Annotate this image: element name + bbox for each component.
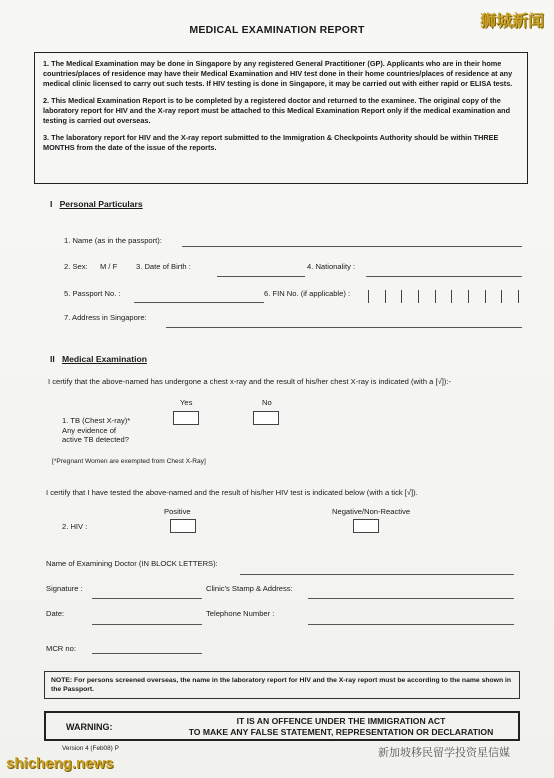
warning-box [44, 711, 520, 741]
telephone-field[interactable] [308, 624, 514, 625]
section-1-heading [50, 199, 143, 209]
telephone-label: Telephone Number : [206, 609, 275, 618]
nationality-label: 4. Nationality : [307, 262, 356, 271]
note-box: NOTE: For persons screened overseas, the name in the laboratory report for HIV and the X-ray report must be according to the name shown in the Passport. [44, 671, 520, 699]
sex-options[interactable]: M / F [100, 262, 118, 271]
dob-field[interactable] [217, 276, 305, 277]
tb-question [62, 416, 130, 445]
mcr-label: MCR no: [46, 644, 76, 653]
notice-2: 2. This Medical Examination Report is to be completed by a registered doctor and returned to the examinee. The original copy of the laboratory report for HIV and the X-ray report must be attached to this Medical Examination Report only if the medical examination and testing is carried out overseas. [43, 96, 511, 125]
fin-cell [486, 290, 503, 303]
hiv-label: 2. HIV : [62, 522, 88, 531]
fin-cell [469, 290, 486, 303]
tb-yes-checkbox[interactable] [173, 411, 199, 425]
fin-cell [436, 290, 453, 303]
notice-3: 3. The laboratory report for HIV and the X-ray report submitted to the Immigration & Checkpoints Authority should be within THREE MONTHS from the date of the issue of the reports. [43, 133, 499, 152]
address-label: 7. Address in Singapore: [64, 313, 147, 322]
negative-label: Negative/Non-Reactive [332, 507, 411, 516]
hiv-certification: I certify that I have tested the above-named and the result of his/her HIV test is indicated below (with a tick [√]). [46, 488, 418, 497]
section-2-title: Medical Examination [61, 354, 147, 364]
no-label: No [262, 398, 272, 407]
tb-line-1: 1. TB (Chest X-ray)* [62, 416, 131, 425]
notice-box [34, 52, 528, 184]
doctor-name-field[interactable] [240, 574, 514, 575]
mcr-field[interactable] [92, 653, 202, 654]
name-field[interactable] [182, 246, 522, 247]
yes-label: Yes [180, 398, 193, 407]
notice-1: 1. The Medical Examination may be done in Singapore by any registered General Practitioner (GP). Applicants who are in their home countries/places of residence may have their Medical Examination and HIV test done in their home countries/places of residence at any medical clinic licensed to carry out such tests. If HIV testing is done in Singapore, it may be carried out with either rapid or ELISA tests. [43, 59, 513, 88]
signature-field[interactable] [92, 598, 202, 599]
passport-field[interactable] [134, 302, 264, 303]
fin-cell [502, 290, 519, 303]
fin-cell [402, 290, 419, 303]
section-2-number: II [50, 354, 55, 364]
hiv-negative-checkbox[interactable] [353, 519, 379, 533]
clinic-stamp-field[interactable] [308, 598, 514, 599]
fin-cell [386, 290, 403, 303]
watermark-bottom-left: shicheng.news [6, 755, 114, 772]
warning-line-2: TO MAKE ANY FALSE STATEMENT, REPRESENTATION OR DECLARATION [188, 726, 494, 737]
watermark-top: 狮城新闻 [479, 13, 544, 30]
passport-label: 5. Passport No. : [64, 289, 121, 298]
clinic-stamp-label: Clinic's Stamp & Address: [206, 584, 293, 593]
pregnant-note: [*Pregnant Women are exempted from Chest X-Ray] [52, 458, 206, 465]
date-field[interactable] [92, 624, 202, 625]
warning-label: WARNING: [66, 722, 113, 732]
tb-line-2: Any evidence of [62, 425, 117, 435]
hiv-positive-checkbox[interactable] [170, 519, 196, 533]
tb-no-checkbox[interactable] [253, 411, 279, 425]
tb-line-3: active TB detected? [62, 435, 129, 444]
section-1-title: Personal Particulars [59, 199, 143, 209]
fin-field[interactable] [368, 290, 519, 303]
nationality-field[interactable] [366, 276, 522, 277]
doctor-name-label: Name of Examining Doctor (IN BLOCK LETTERS): [46, 559, 218, 568]
signature-label: Signature : [46, 584, 83, 593]
positive-label: Positive [164, 507, 191, 516]
section-2-heading [50, 354, 147, 364]
name-label: 1. Name (as in the passport): [64, 236, 162, 245]
warning-line-1: IT IS AN OFFENCE UNDER THE IMMIGRATION ACT [236, 716, 446, 726]
dob-label: 3. Date of Birth : [136, 262, 191, 271]
fin-label: 6. FIN No. (if applicable) : [264, 289, 351, 298]
section-1-number: I [50, 199, 53, 209]
watermark-bottom-right: 新加坡移民留学投资星信媒 [378, 747, 510, 759]
fin-cell [452, 290, 469, 303]
page-title: MEDICAL EXAMINATION REPORT [189, 24, 365, 36]
address-field[interactable] [166, 327, 522, 328]
sex-label: 2. Sex: [64, 262, 88, 271]
version-label: Version 4 (Feb08) P [62, 745, 119, 752]
date-label: Date: [46, 609, 65, 618]
fin-cell [369, 290, 386, 303]
xray-certification: I certify that the above-named has undergone a chest x-ray and the result of his/her chest X-ray is indicated (with a [√]):- [48, 377, 452, 386]
warning-text [176, 716, 506, 737]
fin-cell [419, 290, 436, 303]
